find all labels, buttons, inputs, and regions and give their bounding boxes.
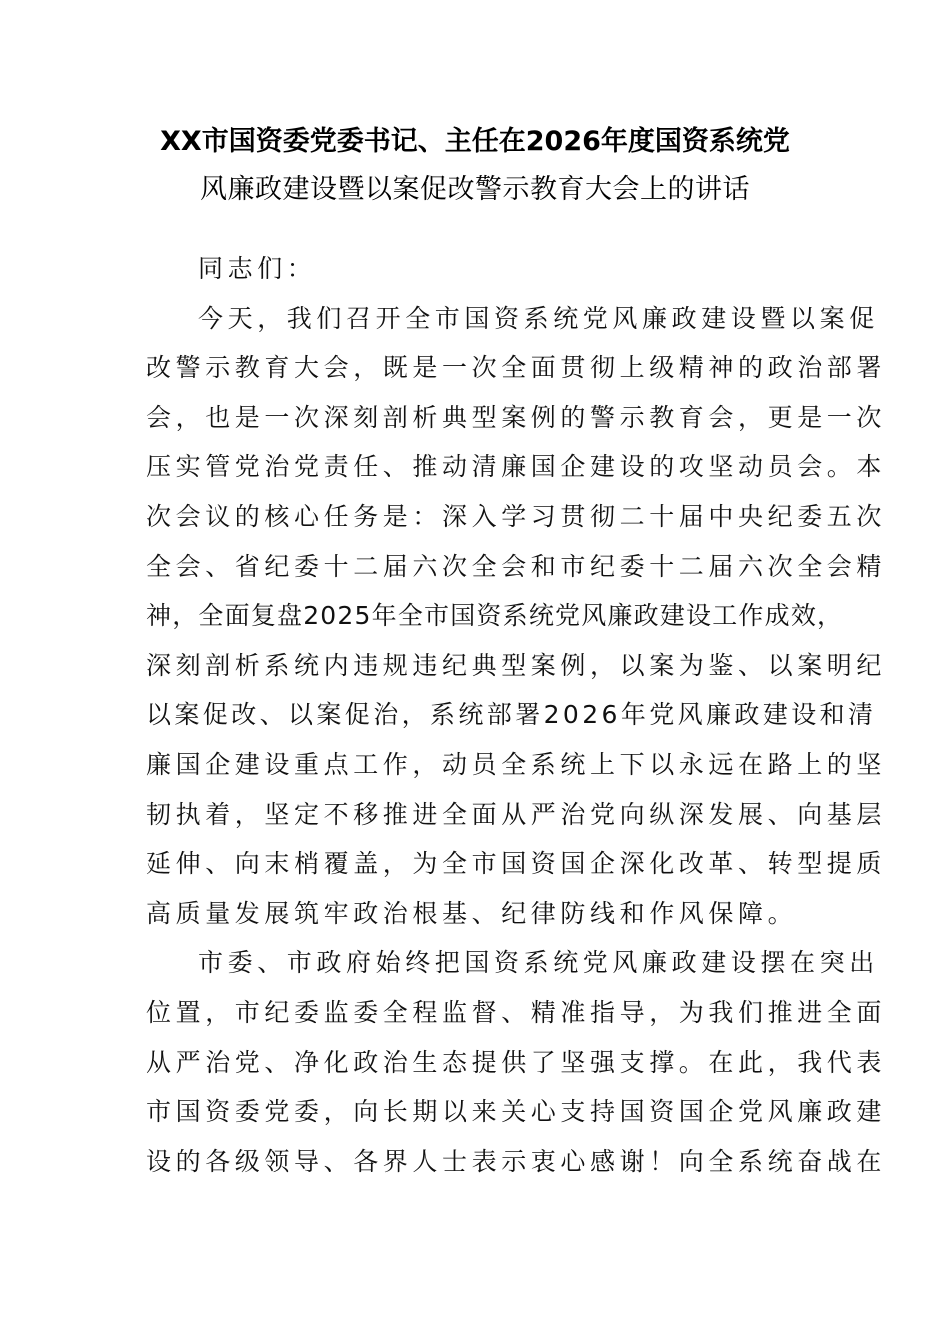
paragraph-1 <box>146 294 887 939</box>
paragraph-line: 从严治党、净化政治生态提供了坚强支撑。在此，我代表 <box>146 1047 887 1077</box>
title-line-2: 风廉政建设暨以案促改警示教育大会上的讲话 <box>200 174 750 205</box>
paragraph-line: 市委、市政府始终把国资系统党风廉政建设摆在突出 <box>198 948 879 978</box>
paragraph-line: 位置，市纪委监委全程监督、精准指导，为我们推进全面 <box>146 997 887 1027</box>
paragraph-line: 廉国企建设重点工作，动员全系统上下以永远在路上的坚 <box>146 749 887 779</box>
paragraph-line: 以案促改、以案促治，系统部署2026年党风廉政建设和清 <box>146 700 877 730</box>
paragraph-line: 高质量发展筑牢政治根基、纪律防线和作风保障。 <box>146 898 798 928</box>
paragraph-line: 市国资委党委，向长期以来关心支持国资国企党风廉政建 <box>146 1097 887 1127</box>
title-line-1: XX市国资委党委书记、主任在2026年度国资系统党 <box>160 126 790 157</box>
paragraph-2 <box>146 938 887 1186</box>
document-title <box>100 118 850 214</box>
paragraph-line: 韧执着，坚定不移推进全面从严治党向纵深发展、向基层 <box>146 799 887 829</box>
paragraph-line: 深刻剖析系统内违规违纪典型案例，以案为鉴、以案明纪 <box>146 650 887 680</box>
paragraph-line: 今天，我们召开全市国资系统党风廉政建设暨以案促 <box>198 303 879 333</box>
paragraph-line: 全会、省纪委十二届六次全会和市纪委十二届六次全会精 <box>146 551 887 581</box>
paragraph-line: 延伸、向末梢覆盖，为全市国资国企深化改革、转型提质 <box>146 849 887 879</box>
paragraph-line: 压实管党治党责任、推动清廉国企建设的攻坚动员会。本 <box>146 452 887 482</box>
document-body <box>146 244 887 1186</box>
paragraph-line: 次会议的核心任务是：深入学习贯彻二十届中央纪委五次 <box>146 501 887 531</box>
paragraph-line: 神，全面复盘2025年全市国资系统党风廉政建设工作成效， <box>146 601 844 631</box>
salutation: 同志们： <box>198 254 317 283</box>
paragraph-line: 会，也是一次深刻剖析典型案例的警示教育会，更是一次 <box>146 402 887 432</box>
paragraph-line: 改警示教育大会，既是一次全面贯彻上级精神的政治部署 <box>146 353 887 383</box>
paragraph-line: 设的各级领导、各界人士表示衷心感谢！向全系统奋战在 <box>146 1146 887 1176</box>
